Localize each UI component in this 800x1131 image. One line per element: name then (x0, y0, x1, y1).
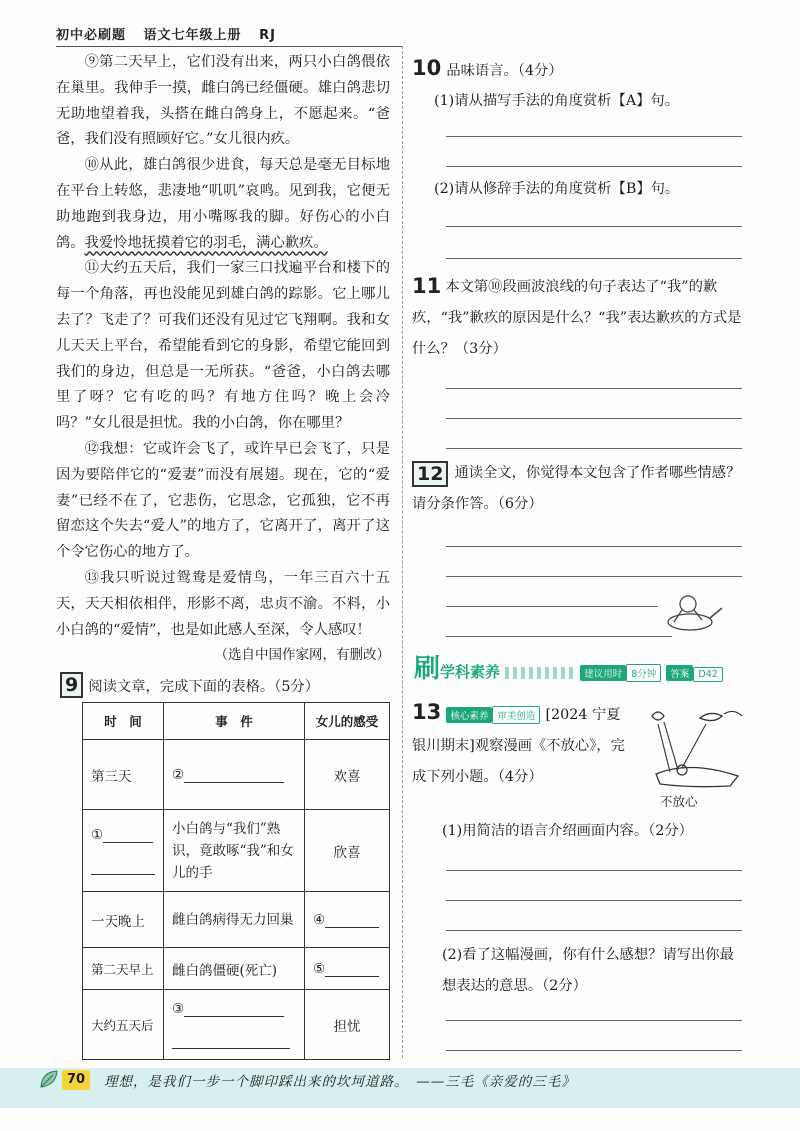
table-row (83, 810, 390, 892)
paragraph-13: ⑬我只听说过鸳鸯是爱情鸟，一年三百六十五天，天天相依相伴，形影不离，忠贞不渝。不料，小小白鸽的“爱情”，也是如此感人至深，令人感叹！ (56, 569, 390, 638)
question-10-number: 10 (412, 56, 442, 80)
leaf-icon (38, 1068, 60, 1090)
edition: RJ (259, 28, 276, 43)
question-13-source: [2024 宁夏银川期末] (412, 707, 621, 754)
section-banner (414, 648, 754, 682)
cartoon-caption: 不放心 (660, 794, 698, 809)
row3-feeling-label: ④ (313, 911, 326, 928)
row5-feeling: 担忧 (305, 990, 390, 1060)
answer-line[interactable] (446, 226, 742, 227)
answer-line[interactable] (446, 606, 658, 607)
blank-4[interactable] (325, 927, 379, 928)
table-row (83, 948, 390, 990)
cartoon-image (630, 702, 750, 794)
row1-event-label: ② (172, 766, 185, 783)
row4-feeling-label: ⑤ (313, 960, 326, 977)
answer-line[interactable] (446, 166, 742, 167)
answer-line[interactable] (446, 258, 742, 259)
table-header-row (83, 703, 390, 740)
table-row (83, 892, 390, 948)
time-label: 建议用时 (580, 665, 626, 681)
row4-time: 第二天早上 (83, 948, 164, 990)
banner-title: 学科素养 (440, 663, 501, 681)
core-literacy-tag: 核心素养 (446, 707, 492, 723)
answer-line[interactable] (446, 1050, 742, 1051)
question-11-text: 本文第⑩段画波浪线的句子表达了“我”的歉疚，“我”歉疚的原因是什么？“我”表达歉疚的方式是什么？（3分） (412, 279, 742, 357)
book-title: 初中必刷题 (56, 28, 127, 43)
passage-source: （选自中国作家网，有删改） (214, 647, 390, 663)
aesthetic-tag: 审美创造 (492, 706, 540, 724)
row4-event: 雌白鸽僵硬(死亡) (164, 948, 305, 990)
answer-line[interactable] (446, 418, 742, 419)
paragraph-12: ⑫我想：它或许会飞了，或许早已会飞了，只是因为要陪伴它的“爱妻”而没有展翅。现在，它的“爱妻”已经不在了，它悲伤，它思念，它孤独，它不再留恋这个失去“爱人”的地方了，它离开了，离开了这个令它伤心的地方了。 (56, 440, 390, 561)
question-10 (412, 56, 563, 87)
answer-line[interactable] (446, 546, 742, 547)
row3-event: 雌白鸽病得无力回巢 (164, 892, 305, 948)
answer-line[interactable] (446, 930, 742, 931)
row2-feeling: 欣喜 (305, 810, 390, 892)
question-12-number: 12 (412, 461, 448, 487)
blank-3-line2[interactable] (172, 1048, 290, 1049)
paragraph-10-text: ⑩从此，雄白鸽很少进食，每天总是毫无目标地在平台上转悠，悲凄地“叽叽”哀鸣。见到我，它便无助地跑到我身边，用小嘴啄我的脚。好伤心的小白鸽。 (56, 157, 390, 251)
row5-event-label: ③ (172, 1000, 185, 1017)
answer-line[interactable] (446, 900, 742, 901)
blank-2[interactable] (184, 782, 284, 783)
passage (56, 50, 390, 643)
question-9-text: 阅读文章，完成下面的表格。（5分） (88, 679, 320, 695)
page-header (56, 24, 288, 43)
question-13-number: 13 (412, 700, 442, 724)
blank-1-line2[interactable] (91, 874, 155, 875)
wavy-sentence: 我爱怜地抚摸着它的羽毛，满心歉疚。 (84, 234, 328, 251)
q10-sub1: (1)请从描写手法的角度赏析【A】句。 (434, 93, 680, 109)
writing-cartoon-icon (662, 588, 732, 636)
row4-feeling[interactable] (305, 948, 390, 990)
blank-3[interactable] (184, 1016, 284, 1017)
answer-line[interactable] (446, 870, 742, 871)
table-row (83, 990, 390, 1060)
question-11-number: 11 (412, 274, 442, 298)
question-9 (60, 672, 319, 703)
header-rule (56, 46, 402, 47)
banner-stripe (505, 667, 575, 679)
row1-event[interactable] (164, 740, 305, 810)
answer-line[interactable] (446, 388, 742, 389)
paragraph-9: ⑨第二天早上，它们没有出来，两只小白鸽偎依在巢里。我伸手一摸，雌白鸽已经僵硬。雄白鸽悲切无助地望着我，头搭在雌白鸽身上，不愿起来。“爸爸，我们没有照顾好它。”女儿很内疚。 (56, 54, 390, 148)
question-12 (412, 458, 752, 520)
row1-time: 第三天 (83, 740, 164, 810)
q13-sub1: (1)用简洁的语言介绍画面内容。（2分） (442, 823, 693, 839)
answer-line[interactable] (446, 576, 742, 577)
q13-sub2: (2)看了这幅漫画，你有什么感想？请写出你最想表达的意思。（2分） (442, 947, 734, 994)
row3-feeling[interactable] (305, 892, 390, 948)
paragraph-10 (56, 153, 390, 256)
answer-line[interactable] (446, 448, 742, 449)
question-11 (412, 272, 750, 365)
answer-label: 答案 (666, 665, 693, 681)
answer-line[interactable] (446, 636, 672, 637)
page-number: 70 (62, 1070, 90, 1090)
question-13-text: 观察漫画《不放心》，完成下列小题。（4分） (412, 738, 625, 785)
row2-time[interactable] (83, 810, 164, 892)
question-9-number: 9 (60, 672, 83, 698)
subject-title: 语文七年级上册 (143, 28, 242, 43)
footer-quote: 理想，是我们一步一个脚印踩出来的坎坷道路。 ——三毛《亲爱的三毛》 (104, 1074, 576, 1090)
header-time: 时 间 (83, 703, 164, 740)
q9-table (82, 702, 390, 1060)
table-row (83, 740, 390, 810)
row3-time: 一天晚上 (83, 892, 164, 948)
blank-5[interactable] (325, 976, 379, 977)
time-value: 8分钟 (626, 664, 661, 682)
question-10-text: 品味语言。（4分） (446, 63, 563, 79)
banner-shua: 刷 (414, 654, 441, 684)
row5-time: 大约五天后 (83, 990, 164, 1060)
header-feeling: 女儿的感受 (305, 703, 390, 740)
answer-line[interactable] (446, 1020, 742, 1021)
blank-1[interactable] (103, 842, 153, 843)
question-13 (412, 700, 632, 793)
paragraph-11: ⑪大约五天后，我们一家三口找遍平台和楼下的每一个角落，再也没能见到雄白鸽的踪影。它上哪儿去了？飞走了？可我们还没有见过它飞翔啊。我和女儿天天上平台，希望能看到它的身影，希望它能回到我们的身边，但总是一无所获。“爸爸，小白鸽去哪里了呀？它有吃的吗？有地方住吗？晚上会冷吗？”女儿很是担忧。我的小白鸽，你在哪里？ (56, 260, 390, 432)
row5-event[interactable] (164, 990, 305, 1060)
answer-line[interactable] (446, 136, 742, 137)
q10-sub2: (2)请从修辞手法的角度赏析【B】句。 (434, 181, 680, 197)
row1-feeling: 欢喜 (305, 740, 390, 810)
answer-page[interactable]: D42 (693, 667, 722, 682)
row2-time-label: ① (91, 826, 104, 843)
row2-event: 小白鸽与“我们”熟识，竟敢啄“我”和女儿的手 (164, 810, 305, 892)
header-event: 事 件 (164, 703, 305, 740)
question-12-text: 通读全文，你觉得本文包含了作者哪些情感？请分条作答。（6分） (412, 465, 741, 512)
column-divider (402, 46, 403, 1058)
